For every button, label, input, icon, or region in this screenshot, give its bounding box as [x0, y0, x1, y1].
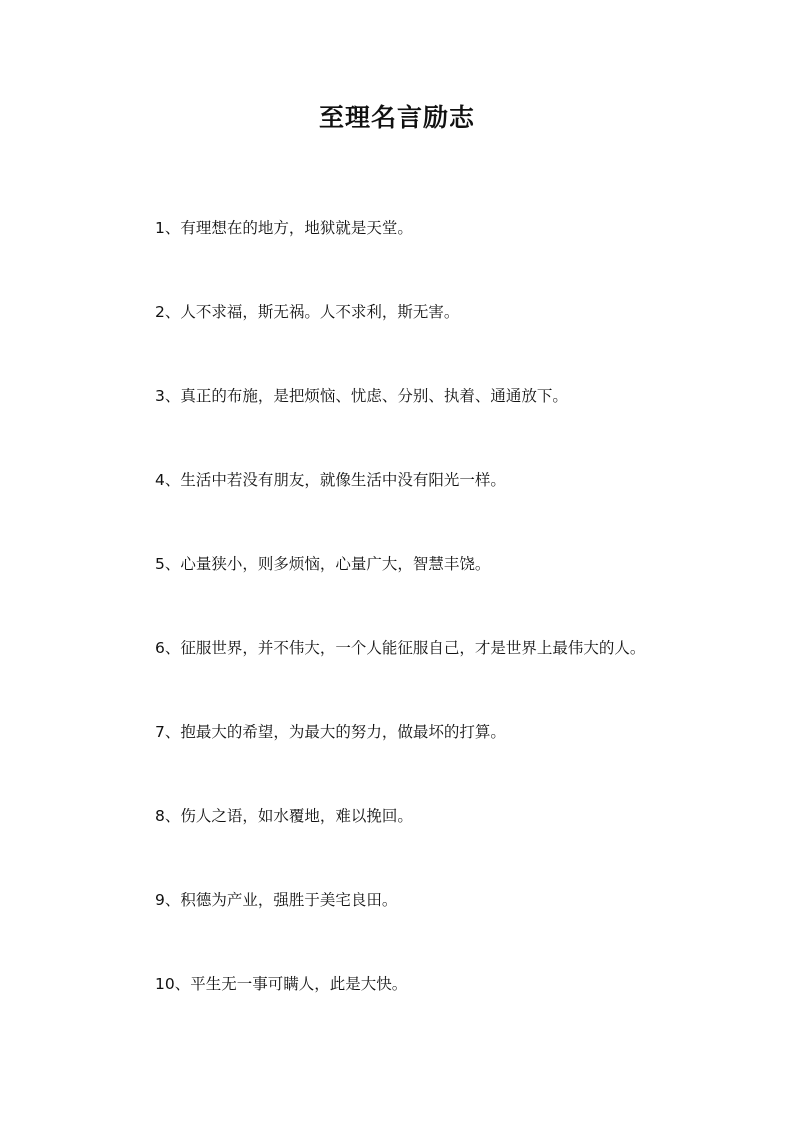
quote-item-3: 3、真正的布施，是把烦恼、忧虑、分别、执着、通通放下。: [155, 387, 568, 405]
quote-item-2: 2、人不求福，斯无祸。人不求利，斯无害。: [155, 303, 460, 321]
quote-item-6: 6、征服世界，并不伟大，一个人能征服自己，才是世界上最伟大的人。: [155, 639, 646, 657]
page-title: 至理名言励志: [318, 103, 475, 132]
quote-item-7: 7、抱最大的希望，为最大的努力，做最坏的打算。: [155, 723, 506, 741]
quote-item-5: 5、心量狭小，则多烦恼，心量广大，智慧丰饶。: [155, 555, 491, 573]
quote-item-4: 4、生活中若没有朋友，就像生活中没有阳光一样。: [155, 471, 506, 489]
quote-item-9: 9、积德为产业，强胜于美宅良田。: [155, 891, 398, 909]
quote-item-1: 1、有理想在的地方，地狱就是天堂。: [155, 219, 413, 237]
quote-list: [117, 207, 683, 1047]
quote-item-10: 10、平生无一事可瞒人，此是大快。: [155, 975, 408, 993]
quote-item-8: 8、伤人之语，如水覆地，难以挽回。: [155, 807, 413, 825]
